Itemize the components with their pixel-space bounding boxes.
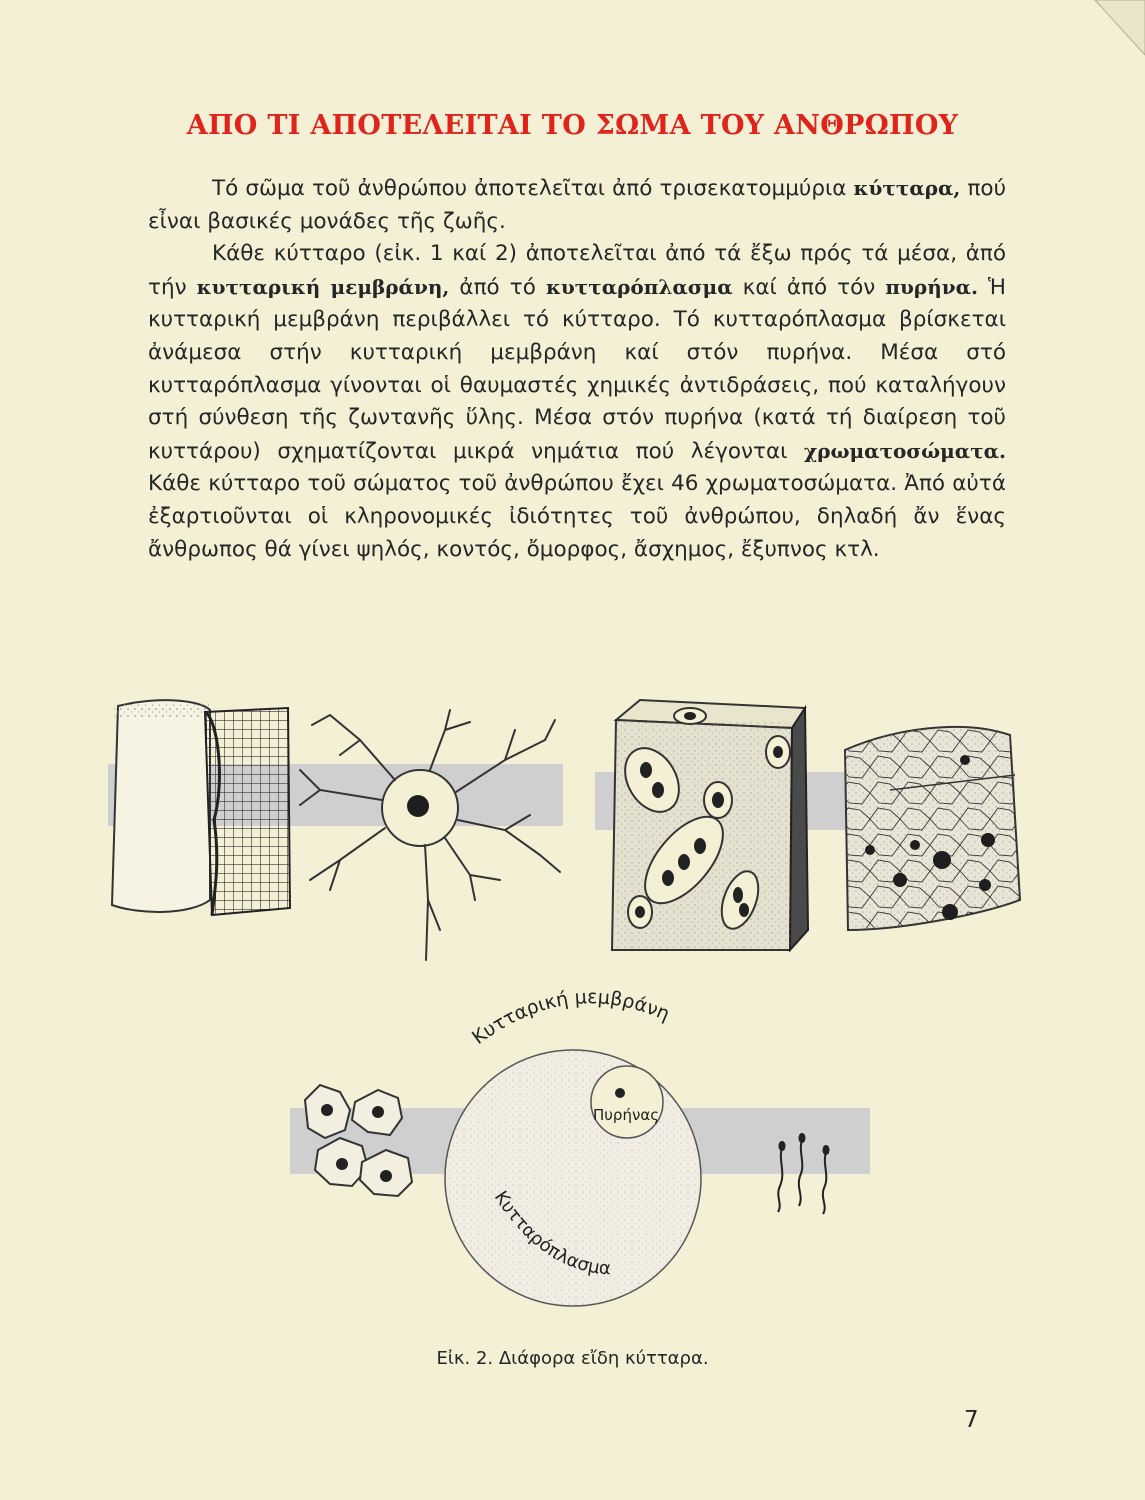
- cell-types-figure: [0, 690, 1145, 1350]
- page-number: 7: [964, 1407, 979, 1433]
- tissue-block-illustration: [612, 700, 808, 950]
- term-cell-membrane: κυτταρική μεμβράνη,: [196, 274, 450, 299]
- nerve-cell-illustration: [300, 710, 560, 960]
- label-nucleus: Πυρήνας: [592, 1106, 660, 1124]
- paragraph-1: Τό σῶμα τοῦ ἀνθρώπου ἀποτελεῖται ἀπό τρισεκατομμύρια κύτταρα, πού εἶναι βασικές μονάδες τῆς ζωῆς.: [148, 176, 1007, 234]
- label-cell-membrane: Κυτταρική μεμβράνη: [468, 986, 673, 1049]
- muscle-cell-illustration: [112, 700, 290, 915]
- page-corner-fold: [1075, 0, 1145, 60]
- term-cytoplasm: κυτταρόπλασμα: [545, 274, 733, 299]
- paragraph-2: Κάθε κύτταρο (εἰκ. 1 καί 2) ἀποτελεῖται ἀπό τά ἔξω πρός τά μέσα, ἀπό τήν κυτταρική μεμβράνη, ἀπό τό κυτταρόπλασμα καί ἀπό τόν πυρήνα. Ἡ κυτταρική μεμβράνη περιβάλλει τό κύτταρο. Τό κυτταρόπλασμα βρίσκεται ἀνάμεσα στήν κυτταρική μεμβράνη καί στόν πυρήνα. Μέσα στό κυτταρόπλασμα γίνονται οἱ θαυμαστές χημικές ἀντιδράσεις, πού καταλήγουν στή σύνθεση τῆς ζωντανῆς ὕλης. Μέσα στόν πυρήνα (κατά τή διαίρεση τοῦ κυττάρου) σχηματίζονται μικρά νημάτια πού λέγονται χρωματοσώματα. Κάθε κύτταρο τοῦ σώματος τοῦ ἀνθρώπου ἔχει 46 χρωματοσώματα. Ἀπό αὐτά ἐξαρτιοῦνται οἱ κληρονομικές ἰδιότητες τοῦ ἀνθρώπου, δηλαδή ἄν ἕνας ἄνθρωπος θά γίνει ψηλός, κοντός, ὄμορφος, ἄσχημος, ἔξυπνος κτλ.: [148, 241, 1007, 562]
- term-cells: κύτταρα,: [853, 176, 961, 200]
- body-text: [148, 172, 1006, 566]
- label-cytoplasm: Κυτταρόπλασμα: [489, 1187, 612, 1280]
- epithelial-block-illustration: [845, 727, 1020, 930]
- term-chromosomes: χρωματοσώματα.: [804, 438, 1006, 463]
- term-nucleus: πυρήνα.: [885, 274, 978, 299]
- page-title: ΑΠΟ ΤΙ ΑΠΟΤΕΛΕΙΤΑΙ ΤΟ ΣΩΜΑ ΤΟΥ ΑΝΘΡΩΠΟΥ: [186, 110, 959, 141]
- figure-caption: Εἰκ. 2. Διάφορα εἴδη κύτταρα.: [436, 1348, 709, 1369]
